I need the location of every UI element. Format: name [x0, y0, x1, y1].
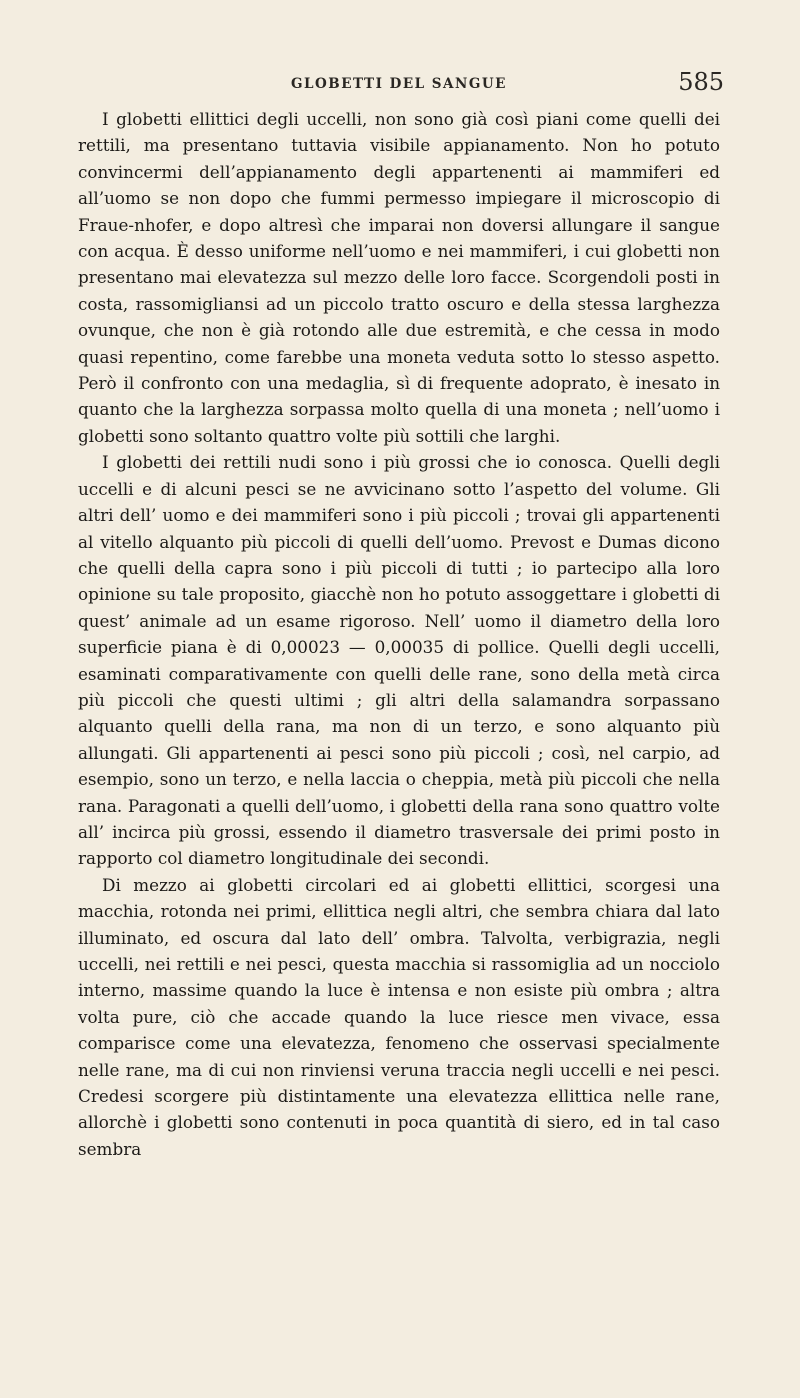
- page-header: [78, 68, 724, 98]
- page-number: 585: [678, 68, 724, 96]
- paragraph: I globetti dei rettili nudi sono i più grossi che io conosca. Quelli degli uccelli e di alcuni pesci se ne avvicinano sotto l’aspetto del volume. Gli altri dell’ uomo e dei mammiferi sono i più piccoli ; trovai gli appartenenti al vitello alquanto più piccoli di quelli dell’uomo. Prevost e Dumas dicono che quelli della capra sono i più piccoli di tutti ; io partecipo alla loro opinione su tale proposito, giacchè non ho potuto assoggettare i globetti di quest’ animale ad un esame rigoroso. Nell’ uomo il diametro della loro superficie piana è di 0,00023 — 0,00035 di pollice. Quelli degli uccelli, esaminati comparativamente con quelli delle rane, sono della metà circa più piccoli che questi ultimi ; gli altri della salamandra sorpassano alquanto quelli della rana, ma non di un terzo, e sono alquanto più allungati. Gli appartenenti ai pesci sono più piccoli ; così, nel carpio, ad esempio, sono un terzo, e nella laccia o cheppia, metà più piccoli che nella rana. Paragonati a quelli dell’uomo, i globetti della rana sono quattro volte all’ incirca più grossi, essendo il diametro trasversale dei primi posto in rapporto col diametro longitudinale dei secondi.: [78, 452, 720, 869]
- paragraph: I globetti ellittici degli uccelli, non sono già così piani come quelli dei rettili, ma presentano tuttavia visibile appianamento. Non ho potuto convincermi dell’appianamento degli appartenenti ai mammiferi ed all’uomo se non dopo che fummi permesso impiegare il microscopio di Fraue-nhofer, e dopo altresì che imparai non doversi allungare il sangue con acqua. È desso uniforme nell’uomo e nei mammiferi, i cui globetti non presentano mai elevatezza sul mezzo delle loro facce. Scorgendoli posti in costa, rassomigliansi ad un piccolo tratto oscuro e della stessa larghezza ovunque, che non è già rotondo alle due estremità, e che cessa in modo quasi repentino, come farebbe una moneta veduta sotto lo stesso aspetto. Però il confronto con una medaglia, sì di frequente adoprato, è inesato in quanto che la larghezza sorpassa molto quella di una moneta ; nell’uomo i globetti sono soltanto quattro volte più sottili che larghi.: [78, 109, 720, 446]
- running-head: GLOBETTI DEL SANGUE: [291, 76, 507, 92]
- paragraph: Di mezzo ai globetti circolari ed ai globetti ellittici, scorgesi una macchia, rotonda nei primi, ellittica negli altri, che sembra chiara dal lato illuminato, ed oscura dal lato dell’ ombra. Talvolta, verbigrazia, negli uccelli, nei rettili e nei pesci, questa macchia si rassomiglia ad un nocciolo interno, massime quando la luce è intensa e non esiste più ombra ; altra volta pure, ciò che accade quando la luce riesce men vivace, essa comparisce come una elevatezza, fenomeno che osservasi specialmente nelle rane, ma di cui non rinviensi veruna traccia negli uccelli e nei pesci. Credesi scorgere più distintamente una elevatezza ellittica nelle rane, allorchè i globetti sono contenuti in poca quantità di siero, ed in tal caso sembra: [78, 874, 720, 1159]
- body-text: [78, 106, 720, 1162]
